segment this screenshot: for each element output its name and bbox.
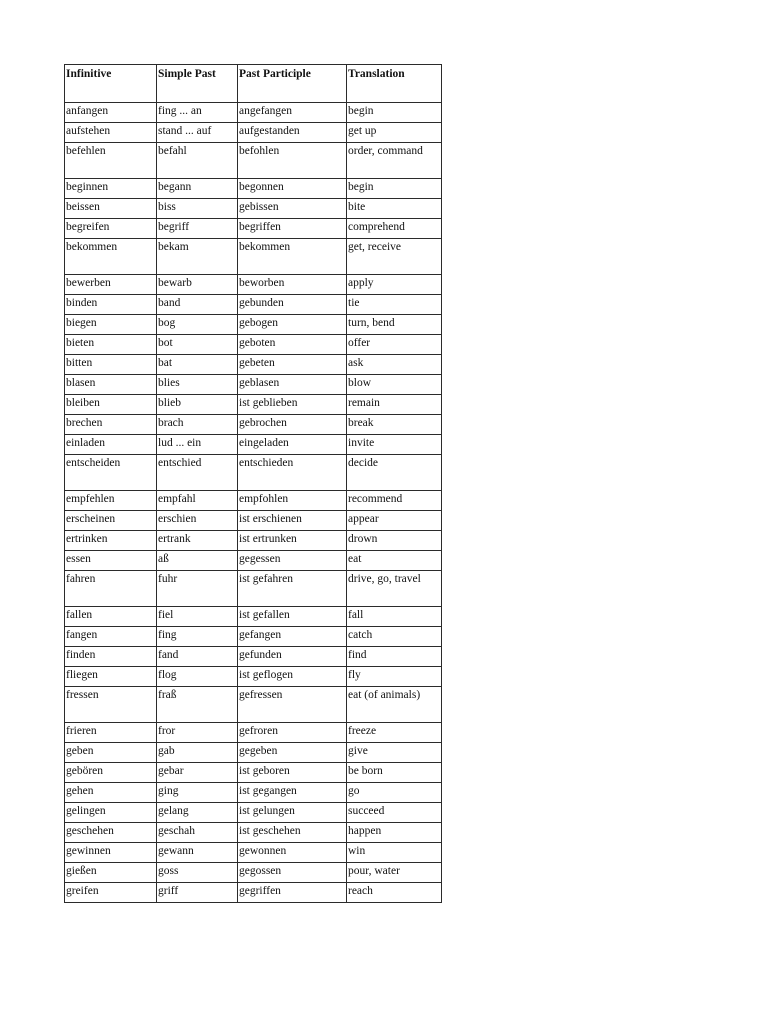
translation-cell: turn, bend — [347, 315, 442, 335]
infinitive-cell: gießen — [65, 863, 157, 883]
simple-past-cell: ging — [157, 783, 238, 803]
past-participle-cell: ist erschienen — [238, 511, 347, 531]
past-participle-cell: gefressen — [238, 687, 347, 723]
infinitive-cell: fressen — [65, 687, 157, 723]
table-row — [65, 531, 442, 551]
past-participle-cell: befohlen — [238, 143, 347, 179]
past-participle-cell: gewonnen — [238, 843, 347, 863]
table-row — [65, 491, 442, 511]
translation-cell: eat — [347, 551, 442, 571]
table-row — [65, 199, 442, 219]
table-row — [65, 803, 442, 823]
translation-cell: reach — [347, 883, 442, 903]
table-row — [65, 315, 442, 335]
translation-cell: offer — [347, 335, 442, 355]
infinitive-cell: bewerben — [65, 275, 157, 295]
infinitive-cell: gehen — [65, 783, 157, 803]
simple-past-cell: goss — [157, 863, 238, 883]
past-participle-cell: gefunden — [238, 647, 347, 667]
past-participle-cell: ist gefallen — [238, 607, 347, 627]
table-row — [65, 763, 442, 783]
translation-cell: break — [347, 415, 442, 435]
header-row — [65, 65, 442, 103]
simple-past-cell: fiel — [157, 607, 238, 627]
table-row — [65, 551, 442, 571]
table-row — [65, 179, 442, 199]
simple-past-cell: bekam — [157, 239, 238, 275]
translation-cell: order, command — [347, 143, 442, 179]
simple-past-cell: fror — [157, 723, 238, 743]
simple-past-cell: bot — [157, 335, 238, 355]
past-participle-cell: gebrochen — [238, 415, 347, 435]
table-row — [65, 783, 442, 803]
translation-cell: blow — [347, 375, 442, 395]
translation-cell: eat (of animals) — [347, 687, 442, 723]
past-participle-cell: ist gefahren — [238, 571, 347, 607]
infinitive-cell: fangen — [65, 627, 157, 647]
translation-cell: decide — [347, 455, 442, 491]
past-participle-cell: gebeten — [238, 355, 347, 375]
simple-past-cell: empfahl — [157, 491, 238, 511]
infinitive-cell: bekommen — [65, 239, 157, 275]
table-row — [65, 435, 442, 455]
infinitive-cell: bleiben — [65, 395, 157, 415]
simple-past-cell: fraß — [157, 687, 238, 723]
translation-cell: freeze — [347, 723, 442, 743]
translation-cell: succeed — [347, 803, 442, 823]
translation-cell: drive, go, travel — [347, 571, 442, 607]
infinitive-cell: fahren — [65, 571, 157, 607]
simple-past-cell: geschah — [157, 823, 238, 843]
table-row — [65, 843, 442, 863]
simple-past-cell: gebar — [157, 763, 238, 783]
simple-past-cell: fing — [157, 627, 238, 647]
past-participle-cell: ist ertrunken — [238, 531, 347, 551]
past-participle-cell: gegossen — [238, 863, 347, 883]
translation-cell: get up — [347, 123, 442, 143]
translation-cell: be born — [347, 763, 442, 783]
past-participle-cell: begonnen — [238, 179, 347, 199]
table-row — [65, 219, 442, 239]
simple-past-cell: ertrank — [157, 531, 238, 551]
past-participle-cell: empfohlen — [238, 491, 347, 511]
table-row — [65, 123, 442, 143]
past-participle-cell: gefangen — [238, 627, 347, 647]
simple-past-cell: erschien — [157, 511, 238, 531]
simple-past-cell: flog — [157, 667, 238, 687]
translation-cell: ask — [347, 355, 442, 375]
past-participle-cell: gegriffen — [238, 883, 347, 903]
translation-cell: recommend — [347, 491, 442, 511]
infinitive-cell: bitten — [65, 355, 157, 375]
table-row — [65, 103, 442, 123]
simple-past-cell: biss — [157, 199, 238, 219]
past-participle-cell: ist geblieben — [238, 395, 347, 415]
simple-past-cell: lud ... ein — [157, 435, 238, 455]
translation-cell: catch — [347, 627, 442, 647]
past-participle-cell: ist gegangen — [238, 783, 347, 803]
simple-past-cell: griff — [157, 883, 238, 903]
table-row — [65, 275, 442, 295]
simple-past-cell: gelang — [157, 803, 238, 823]
simple-past-cell: befahl — [157, 143, 238, 179]
table-row — [65, 627, 442, 647]
translation-cell: bite — [347, 199, 442, 219]
simple-past-cell: gewann — [157, 843, 238, 863]
past-participle-cell: gebogen — [238, 315, 347, 335]
past-participle-cell: bekommen — [238, 239, 347, 275]
translation-cell: pour, water — [347, 863, 442, 883]
simple-past-cell: band — [157, 295, 238, 315]
infinitive-cell: geschehen — [65, 823, 157, 843]
simple-past-cell: bat — [157, 355, 238, 375]
infinitive-cell: entscheiden — [65, 455, 157, 491]
simple-past-cell: gab — [157, 743, 238, 763]
translation-cell: go — [347, 783, 442, 803]
infinitive-cell: bieten — [65, 335, 157, 355]
infinitive-cell: fliegen — [65, 667, 157, 687]
simple-past-cell: fuhr — [157, 571, 238, 607]
table-row — [65, 455, 442, 491]
infinitive-cell: frieren — [65, 723, 157, 743]
infinitive-cell: begreifen — [65, 219, 157, 239]
table-row — [65, 723, 442, 743]
past-participle-cell: ist gelungen — [238, 803, 347, 823]
infinitive-cell: aufstehen — [65, 123, 157, 143]
translation-cell: invite — [347, 435, 442, 455]
past-participle-cell: gefroren — [238, 723, 347, 743]
infinitive-cell: gelingen — [65, 803, 157, 823]
table-row — [65, 571, 442, 607]
table-row — [65, 295, 442, 315]
infinitive-cell: anfangen — [65, 103, 157, 123]
header-simple-past: Simple Past — [157, 65, 238, 103]
translation-cell: begin — [347, 179, 442, 199]
translation-cell: win — [347, 843, 442, 863]
past-participle-cell: gebunden — [238, 295, 347, 315]
past-participle-cell: begriffen — [238, 219, 347, 239]
simple-past-cell: blieb — [157, 395, 238, 415]
past-participle-cell: geboten — [238, 335, 347, 355]
table-header — [65, 65, 442, 103]
translation-cell: get, receive — [347, 239, 442, 275]
infinitive-cell: empfehlen — [65, 491, 157, 511]
past-participle-cell: beworben — [238, 275, 347, 295]
simple-past-cell: entschied — [157, 455, 238, 491]
past-participle-cell: angefangen — [238, 103, 347, 123]
table-row — [65, 863, 442, 883]
translation-cell: find — [347, 647, 442, 667]
infinitive-cell: biegen — [65, 315, 157, 335]
infinitive-cell: beissen — [65, 199, 157, 219]
translation-cell: drown — [347, 531, 442, 551]
past-participle-cell: eingeladen — [238, 435, 347, 455]
table-row — [65, 375, 442, 395]
infinitive-cell: brechen — [65, 415, 157, 435]
header-infinitive: Infinitive — [65, 65, 157, 103]
translation-cell: remain — [347, 395, 442, 415]
header-translation: Translation — [347, 65, 442, 103]
past-participle-cell: aufgestanden — [238, 123, 347, 143]
infinitive-cell: ertrinken — [65, 531, 157, 551]
translation-cell: comprehend — [347, 219, 442, 239]
verb-conjugation-table — [64, 64, 442, 903]
past-participle-cell: gebissen — [238, 199, 347, 219]
table-row — [65, 743, 442, 763]
infinitive-cell: blasen — [65, 375, 157, 395]
table-row — [65, 415, 442, 435]
table-body — [65, 103, 442, 903]
table-row — [65, 667, 442, 687]
past-participle-cell: ist geflogen — [238, 667, 347, 687]
table-row — [65, 511, 442, 531]
simple-past-cell: stand ... auf — [157, 123, 238, 143]
header-past-participle: Past Participle — [238, 65, 347, 103]
past-participle-cell: gegessen — [238, 551, 347, 571]
translation-cell: fall — [347, 607, 442, 627]
translation-cell: begin — [347, 103, 442, 123]
table-row — [65, 607, 442, 627]
table-row — [65, 239, 442, 275]
infinitive-cell: finden — [65, 647, 157, 667]
infinitive-cell: essen — [65, 551, 157, 571]
past-participle-cell: ist geboren — [238, 763, 347, 783]
infinitive-cell: beginnen — [65, 179, 157, 199]
past-participle-cell: ist geschehen — [238, 823, 347, 843]
table-row — [65, 687, 442, 723]
translation-cell: apply — [347, 275, 442, 295]
table-row — [65, 823, 442, 843]
infinitive-cell: einladen — [65, 435, 157, 455]
table-row — [65, 335, 442, 355]
simple-past-cell: bog — [157, 315, 238, 335]
simple-past-cell: fand — [157, 647, 238, 667]
past-participle-cell: geblasen — [238, 375, 347, 395]
infinitive-cell: binden — [65, 295, 157, 315]
simple-past-cell: begriff — [157, 219, 238, 239]
infinitive-cell: befehlen — [65, 143, 157, 179]
simple-past-cell: fing ... an — [157, 103, 238, 123]
table-row — [65, 143, 442, 179]
infinitive-cell: gewinnen — [65, 843, 157, 863]
translation-cell: give — [347, 743, 442, 763]
translation-cell: happen — [347, 823, 442, 843]
infinitive-cell: erscheinen — [65, 511, 157, 531]
infinitive-cell: gebören — [65, 763, 157, 783]
translation-cell: appear — [347, 511, 442, 531]
past-participle-cell: entschieden — [238, 455, 347, 491]
simple-past-cell: aß — [157, 551, 238, 571]
simple-past-cell: begann — [157, 179, 238, 199]
table-row — [65, 355, 442, 375]
table-row — [65, 883, 442, 903]
simple-past-cell: bewarb — [157, 275, 238, 295]
infinitive-cell: fallen — [65, 607, 157, 627]
table-row — [65, 395, 442, 415]
translation-cell: fly — [347, 667, 442, 687]
translation-cell: tie — [347, 295, 442, 315]
past-participle-cell: gegeben — [238, 743, 347, 763]
infinitive-cell: geben — [65, 743, 157, 763]
simple-past-cell: blies — [157, 375, 238, 395]
table-row — [65, 647, 442, 667]
simple-past-cell: brach — [157, 415, 238, 435]
infinitive-cell: greifen — [65, 883, 157, 903]
